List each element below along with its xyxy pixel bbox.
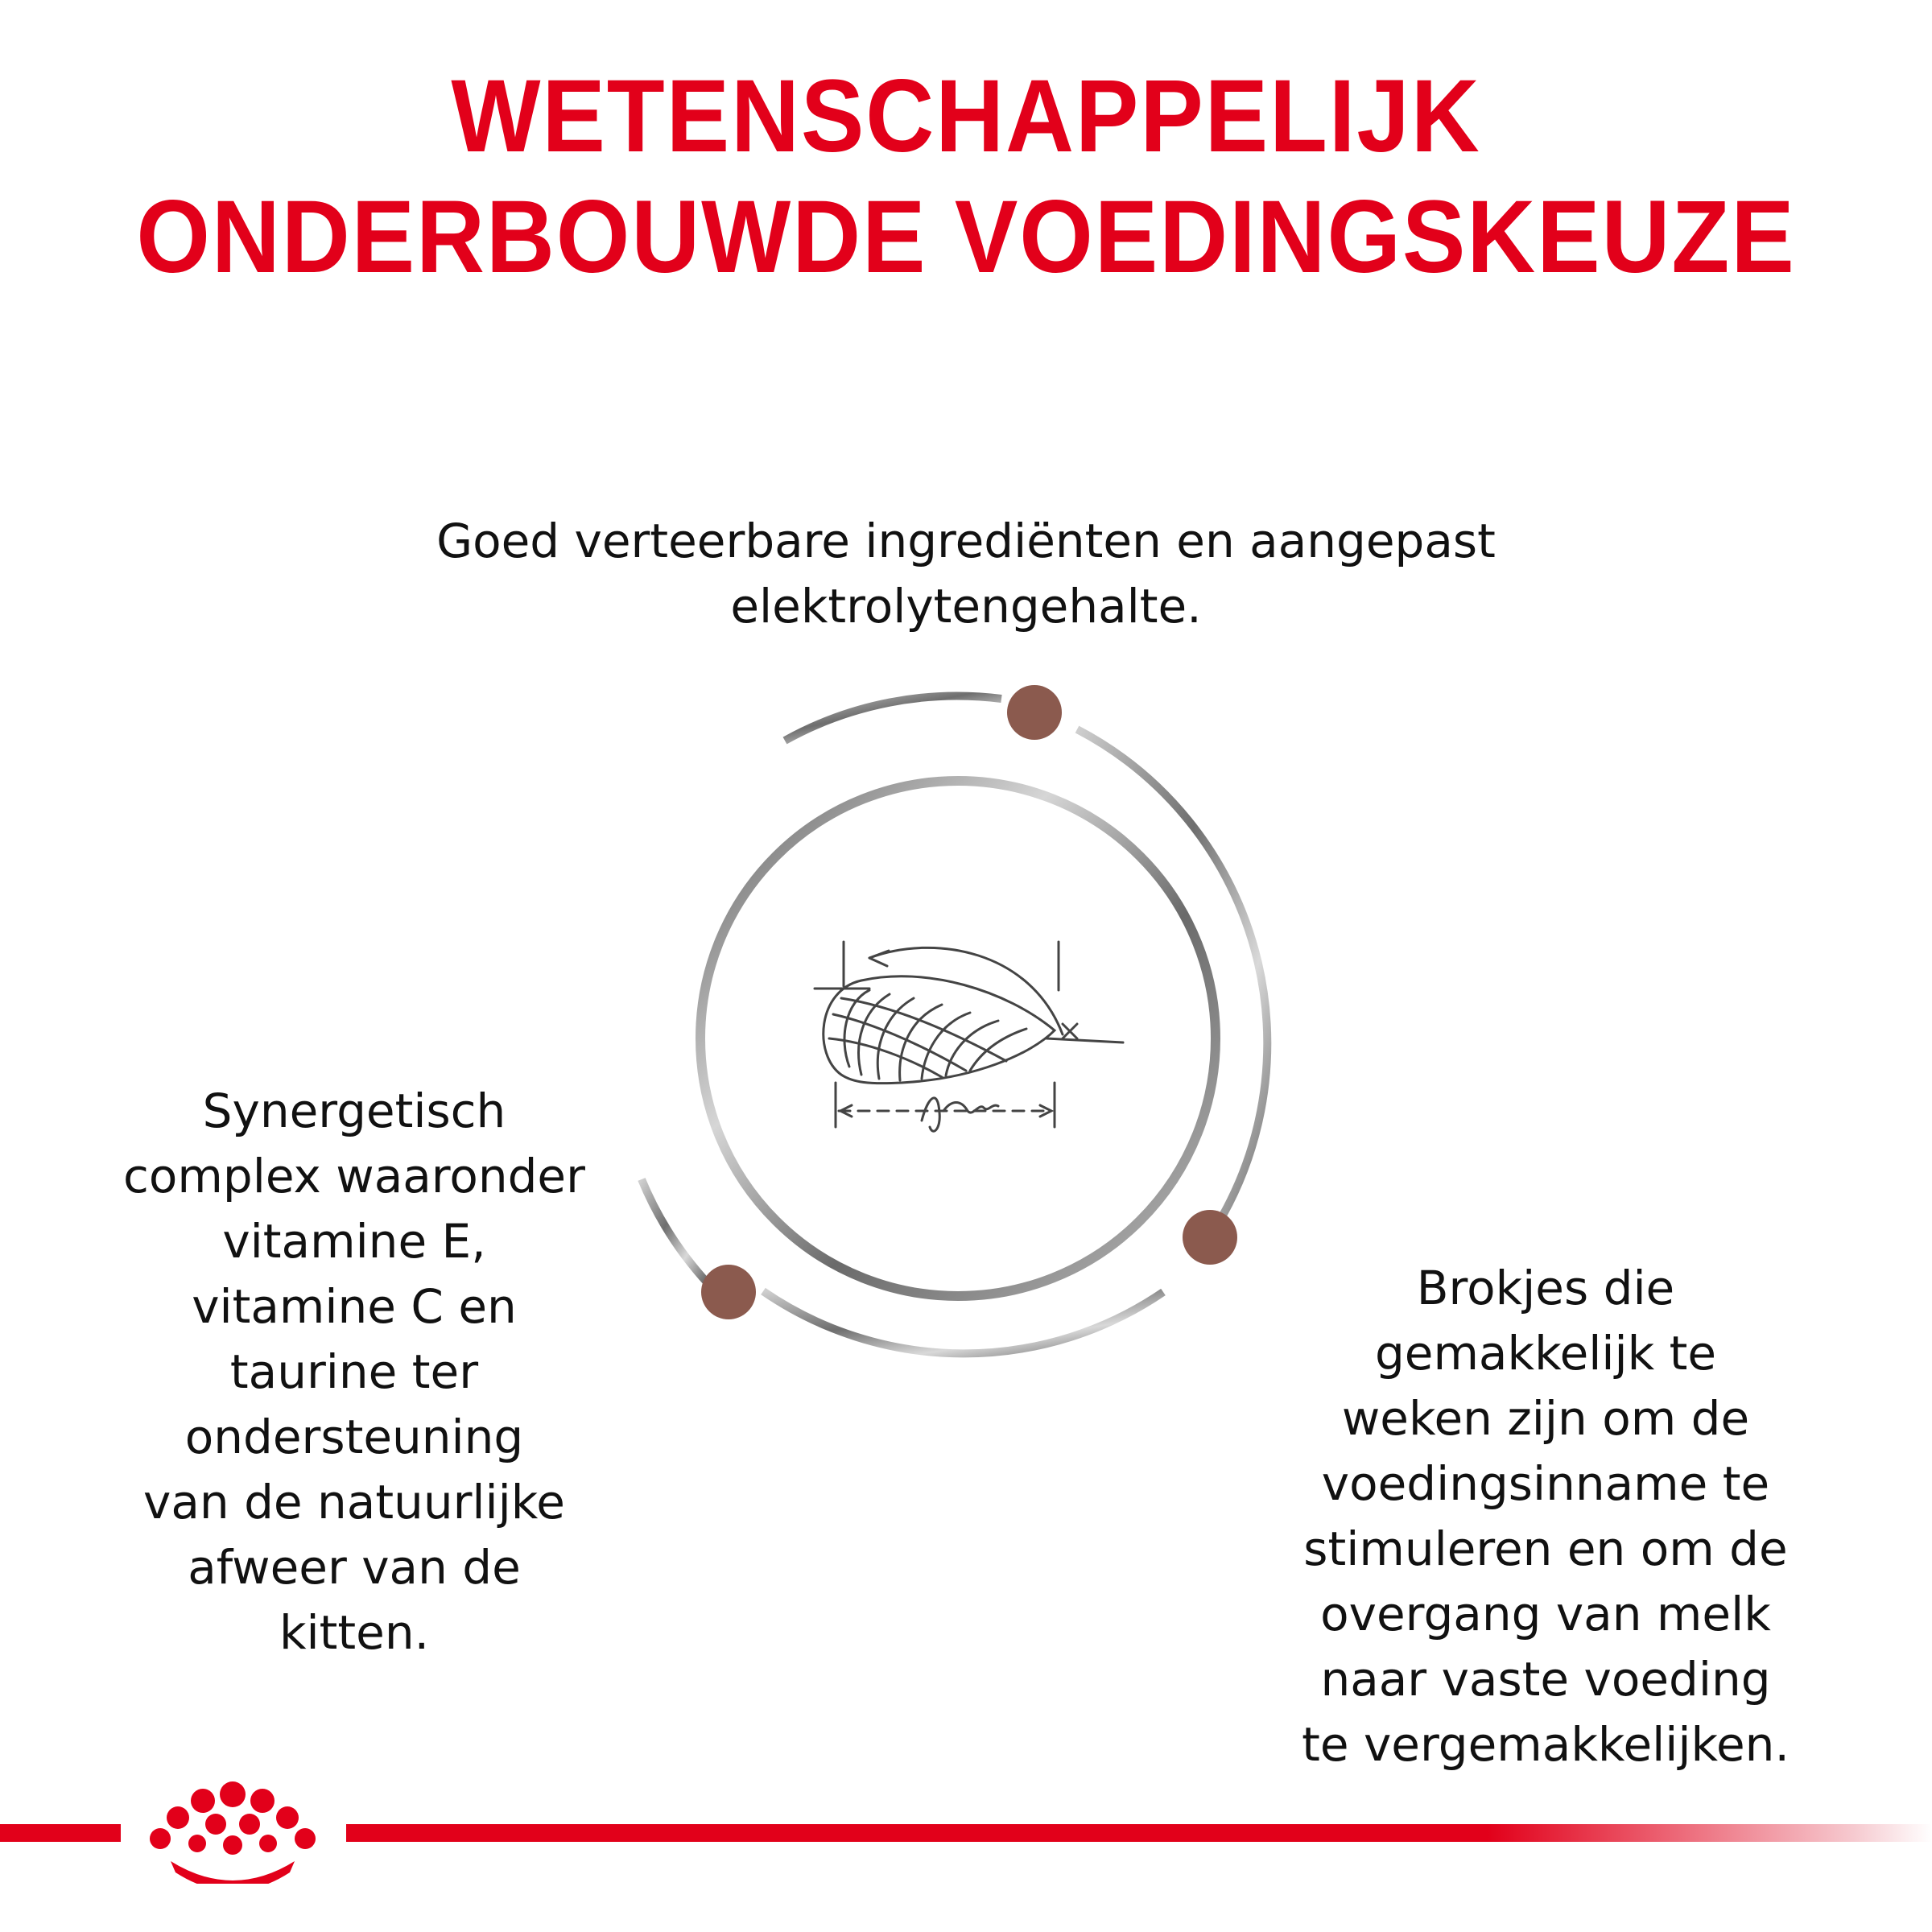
benefit-line: kitten. bbox=[279, 1605, 430, 1660]
page-title bbox=[77, 56, 1855, 298]
footer-band bbox=[0, 1771, 1932, 1884]
crown-logo-icon bbox=[150, 1781, 316, 1884]
benefit-line: elektrolytengehalte. bbox=[730, 579, 1202, 634]
benefit-line: taurine ter bbox=[229, 1344, 479, 1399]
title-line-1: WETENSCHAPPELIJK bbox=[451, 59, 1481, 174]
benefit-line: Brokjes die bbox=[1416, 1261, 1675, 1315]
footer-bar-left bbox=[0, 1824, 121, 1842]
benefit-line: overgang van melk bbox=[1320, 1587, 1771, 1641]
title-line-2: ONDERBOUWDE VOEDINGSKEUZE bbox=[136, 180, 1796, 295]
inner-ring bbox=[700, 781, 1216, 1296]
footer-bar-right bbox=[346, 1824, 1932, 1842]
benefit-line: ondersteuning bbox=[184, 1410, 524, 1464]
benefit-line: stimuleren en om de bbox=[1303, 1521, 1788, 1576]
benefit-line: van de natuurlijke bbox=[143, 1475, 565, 1530]
benefit-dot-right bbox=[1183, 1210, 1237, 1265]
benefit-dot-left bbox=[701, 1265, 756, 1319]
benefit-line: complex waaronder bbox=[123, 1149, 585, 1203]
benefit-line: vitamine E, bbox=[222, 1214, 486, 1269]
benefit-line: afweer van de bbox=[188, 1540, 521, 1595]
benefit-line: Synergetisch bbox=[202, 1084, 506, 1138]
benefit-dot-top bbox=[1007, 685, 1062, 740]
benefit-line: voedingsinname te bbox=[1321, 1456, 1770, 1511]
benefit-antioxidant bbox=[48, 1079, 660, 1666]
benefit-line: gemakkelijk te bbox=[1374, 1326, 1717, 1381]
benefits-diagram bbox=[628, 676, 1304, 1401]
outer-arc-left bbox=[642, 1179, 708, 1284]
benefit-rehydratable-kibble bbox=[1224, 1256, 1868, 1777]
benefit-line: naar vaste voeding bbox=[1320, 1652, 1771, 1707]
benefit-line: Goed verteerbare ingrediënten en aangepast bbox=[436, 514, 1496, 568]
benefit-digestibility bbox=[402, 509, 1530, 639]
benefit-line: weken zijn om de bbox=[1341, 1391, 1750, 1446]
benefit-line: vitamine C en bbox=[192, 1279, 517, 1334]
outer-arc-top bbox=[785, 696, 1001, 741]
benefit-line: te vergemakkelijken. bbox=[1302, 1717, 1790, 1772]
